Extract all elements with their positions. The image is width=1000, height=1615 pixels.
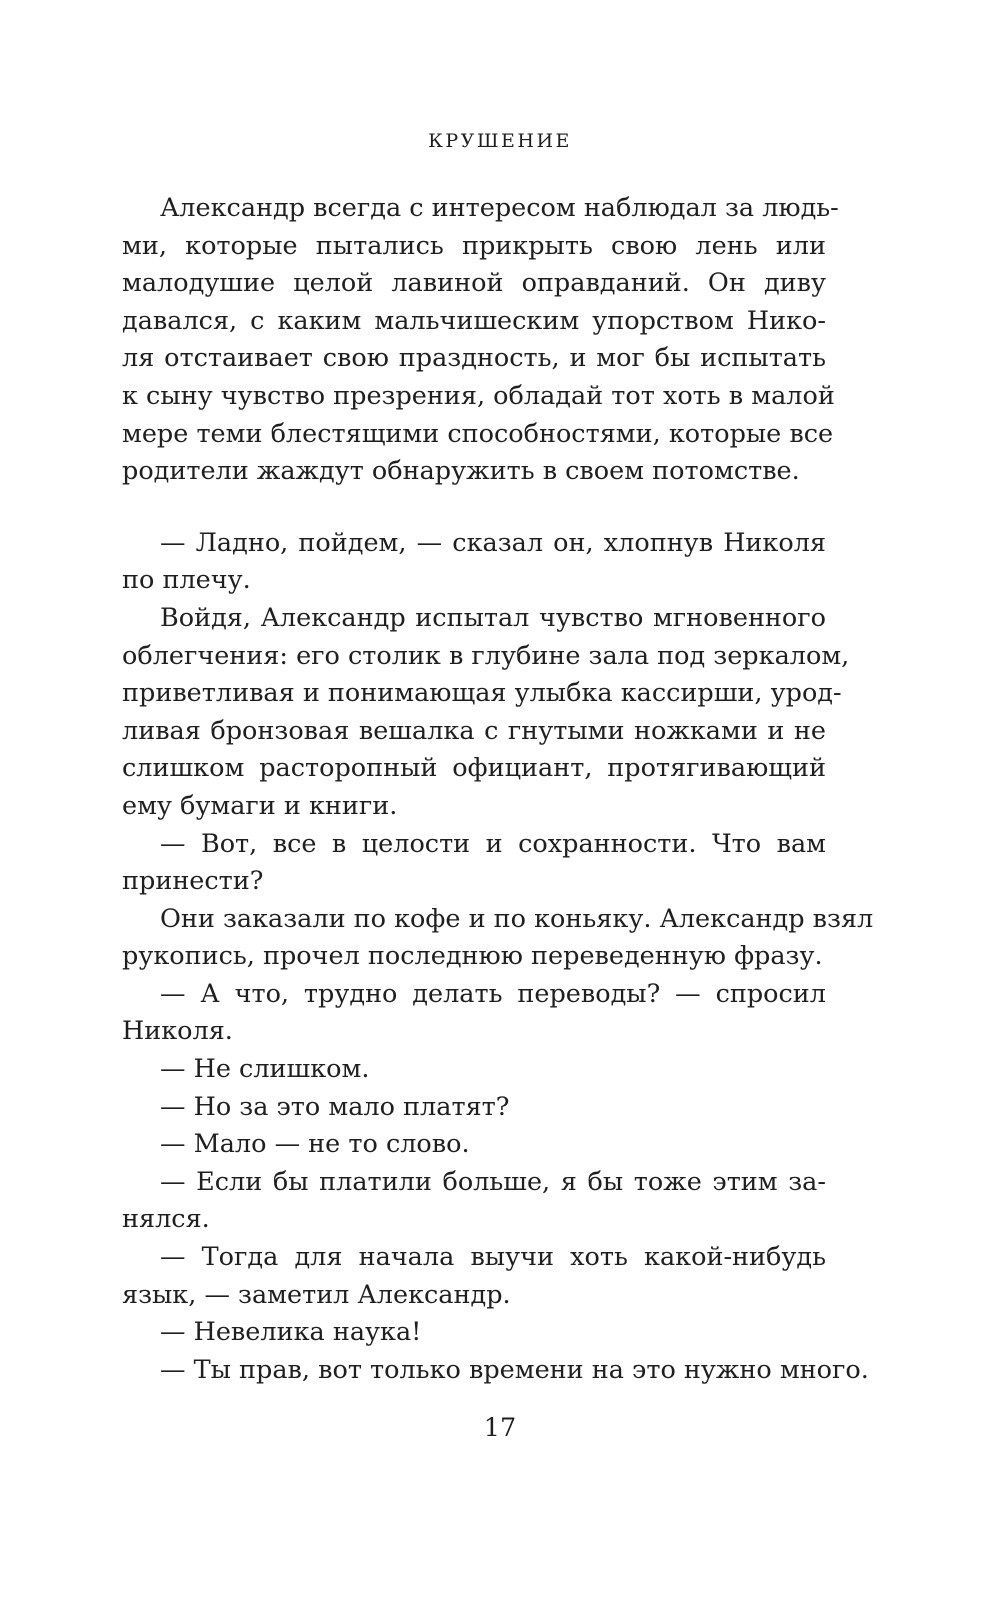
text-line: Николя. [122, 1016, 233, 1047]
text-line: по плечу. [122, 565, 251, 596]
text-line: — Если бы платили больше, я бы тоже этим за- [160, 1166, 826, 1197]
text-line: — Тогда для начала выучи хоть какой-нибудь [160, 1242, 826, 1273]
section-break [122, 491, 826, 525]
text-line: ливая бронзовая вешалка с гнутыми ножками и не [122, 715, 826, 746]
text-line: к сыну чувство презрения, обладай тот хоть в малой [122, 380, 835, 411]
text-line: принести? [122, 866, 264, 897]
text-line: слишком расторопный официант, протягивающий [122, 753, 826, 784]
text-line: приветливая и понимающая улыбка кассирши, урод- [122, 678, 842, 709]
page-number: 17 [483, 1413, 517, 1443]
text-line: ля отстаивает свою праздность, и мог бы испытать [122, 343, 826, 374]
text-line: — Но за это мало платят? [160, 1091, 510, 1122]
body-text [122, 190, 874, 1389]
text-line: — Ладно, пойдем, — сказал он, хлопнув Николя [160, 527, 826, 558]
text-line: ему бумаги и книги. [122, 790, 398, 821]
text-line: мере теми блестящими способностями, которые все [122, 418, 834, 449]
text-line: — А что, трудно делать переводы? — спросил [160, 978, 826, 1009]
text-line: нялся. [122, 1204, 210, 1235]
text-line: Александр всегда с интересом наблюдал за людь- [160, 193, 839, 223]
text-line: малодушие целой лавиной оправданий. Он диву [122, 268, 826, 299]
text-line: — Невелика наука! [160, 1317, 422, 1348]
text-line: давался, с каким мальчишеским упорством Нико- [122, 305, 826, 336]
text-line: — Ты прав, вот только времени на это нужно много. [160, 1354, 869, 1385]
text-line: язык, — заметил Александр. [122, 1279, 511, 1310]
text-line: облегчения: его столик в глубине зала под зеркалом, [122, 640, 850, 671]
running-head: КРУШЕНИЕ [428, 130, 572, 152]
text-line: рукопись, прочел последнюю переведенную фразу. [122, 941, 823, 972]
text-line: — Мало — не то слово. [160, 1129, 470, 1160]
text-line: ми, которые пытались прикрыть свою лень или [122, 230, 826, 261]
text-line: родители жаждут обнаружить в своем потомстве. [122, 456, 800, 487]
text-line: — Не слишком. [160, 1054, 370, 1085]
text-line: Они заказали по кофе и по коньяку. Александр взял [160, 903, 874, 934]
text-line: — Вот, все в целости и сохранности. Что вам [160, 828, 826, 859]
text-line: Войдя, Александр испытал чувство мгновенного [160, 602, 826, 633]
